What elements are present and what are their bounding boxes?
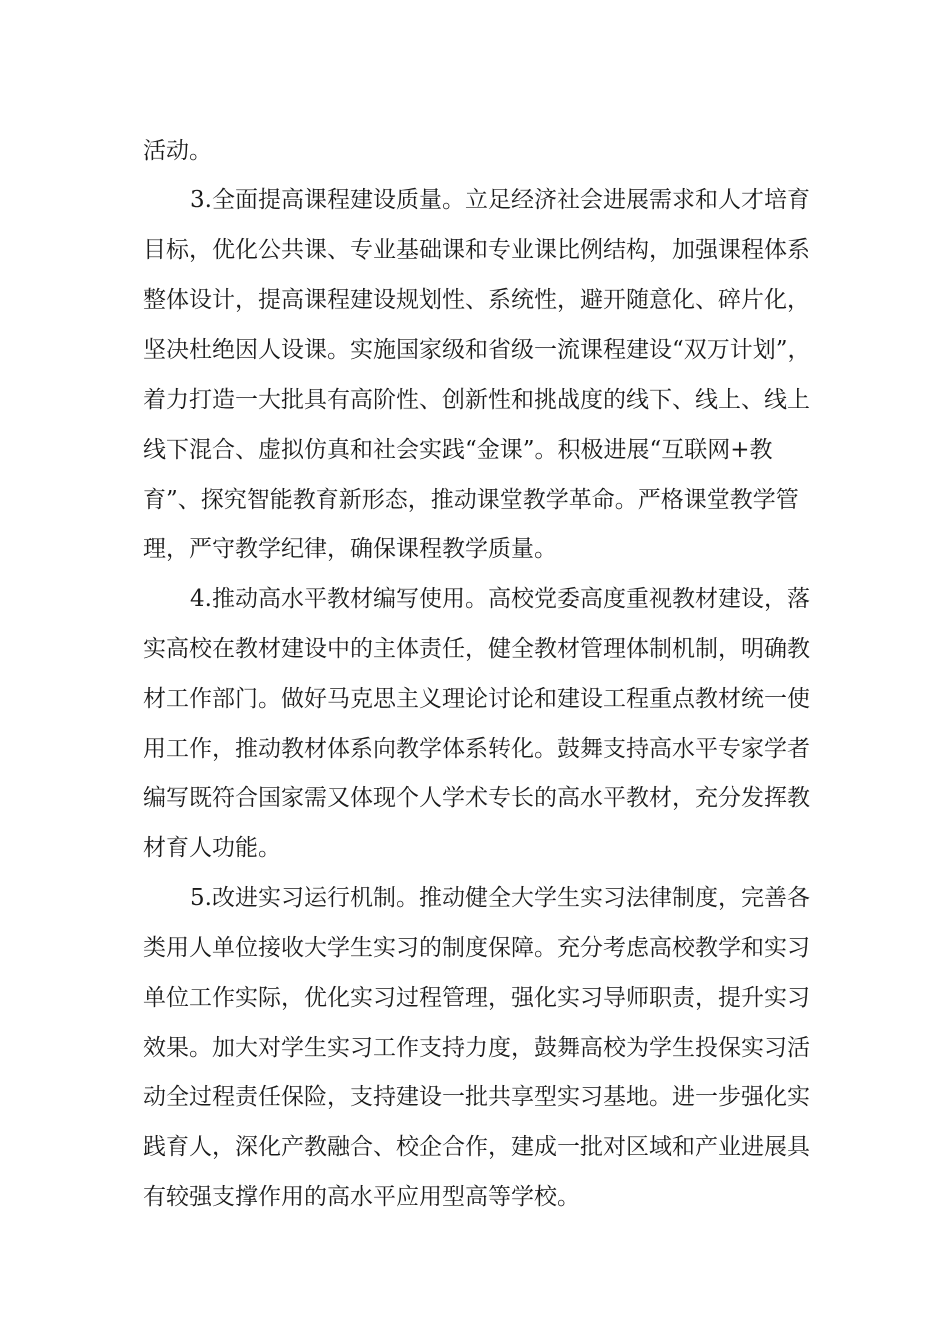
text-line: 践育人，深化产教融合、校企合作，建成一批对区域和产业进展具 <box>143 1134 810 1160</box>
text-line: 编写既符合国家需又体现个人学术专长的高水平教材，充分发挥教 <box>143 785 810 811</box>
text-line: 效果。加大对学生实习工作支持力度，鼓舞高校为学生投保实习活 <box>143 1035 810 1061</box>
text-line: 理，严守教学纪律，确保课程教学质量。 <box>143 536 557 562</box>
text-line: 材工作部门。做好马克思主义理论讨论和建设工程重点教材统一使 <box>143 686 810 712</box>
paragraph-heading-line: 3.全面提高课程建设质量。立足经济社会进展需求和人才培育 <box>190 187 810 213</box>
text-line: 材育人功能。 <box>143 835 281 861</box>
text-line: 目标，优化公共课、专业基础课和专业课比例结构，加强课程体系 <box>143 237 810 263</box>
text-line: 动全过程责任保险，支持建设一批共享型实习基地。进一步强化实 <box>143 1084 810 1110</box>
text-line: 实高校在教材建设中的主体责任，健全教材管理体制机制，明确教 <box>143 636 810 662</box>
text-line: 着力打造一大批具有高阶性、创新性和挑战度的线下、线上、线上 <box>143 387 810 413</box>
text-line: 类用人单位接收大学生实习的制度保障。充分考虑高校教学和实习 <box>143 935 810 961</box>
paragraph-heading-line: 5.改进实习运行机制。推动健全大学生实习法律制度，完善各 <box>190 885 810 911</box>
text-line: 育”、探究智能教育新形态，推动课堂教学革命。严格课堂教学管 <box>143 487 799 513</box>
text-line: 线下混合、虚拟仿真和社会实践“金课”。积极进展“互联网+教 <box>143 437 773 463</box>
text-line: 活动。 <box>143 138 212 164</box>
paragraph-heading-line: 4.推动高水平教材编写使用。高校党委高度重视教材建设，落 <box>190 586 810 612</box>
text-line: 有较强支撑作用的高水平应用型高等学校。 <box>143 1184 580 1210</box>
text-line: 用工作，推动教材体系向教学体系转化。鼓舞支持高水平专家学者 <box>143 736 810 762</box>
text-line: 坚决杜绝因人设课。实施国家级和省级一流课程建设“双万计划”， <box>143 337 811 363</box>
text-line: 整体设计，提高课程建设规划性、系统性，避开随意化、碎片化， <box>143 287 810 313</box>
text-line: 单位工作实际，优化实习过程管理，强化实习导师职责，提升实习 <box>143 985 810 1011</box>
